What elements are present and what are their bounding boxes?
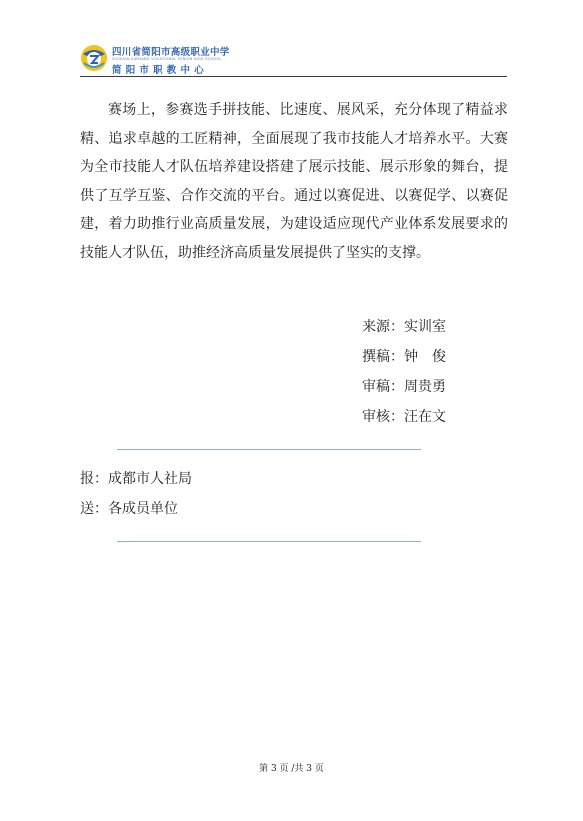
body-paragraph: 赛场上，参赛选手拼技能、比速度、展风采，充分体现了精益求精、追求卓越的工匠精神，全面展现了我市技能人才培养水平。大赛为全市技能人才队伍培养建设搭建了展示技能、展示形象的舞台，提供了互学互鉴、合作交流的平台。通过以赛促进、以赛促学、以赛促建，着力助推行业高质量发展，为建设适应现代产业体系发展要求的技能人才队伍，助推经济高质量发展提供了坚实的支撑。 xyxy=(80,102,508,261)
send-to-line: 送：各成员单位 xyxy=(80,501,178,517)
approver-line: 审核：汪在文 xyxy=(362,409,446,425)
org-name: 四川省简阳市高级职业中学 xyxy=(112,47,230,58)
reviewer-line: 审稿：周贵勇 xyxy=(362,379,446,395)
divider-bottom xyxy=(117,541,421,542)
divider-top xyxy=(117,449,421,450)
org-name-block xyxy=(112,44,312,76)
page-number: 第 3 页 /共 3 页 xyxy=(259,764,324,774)
writer-line: 撰稿：钟 俊 xyxy=(362,349,446,365)
source-line: 来源：实训室 xyxy=(362,319,446,335)
report-to-line: 报：成都市人社局 xyxy=(80,471,192,487)
header-divider xyxy=(80,76,507,77)
letterhead xyxy=(80,40,506,78)
org-name-english: SICHUAN JIANYANG VOCATIONAL SENIOR HIGH SCHOOL xyxy=(112,57,222,61)
school-emblem-icon xyxy=(80,44,108,72)
center-name: 简阳市职教中心 xyxy=(112,65,208,76)
